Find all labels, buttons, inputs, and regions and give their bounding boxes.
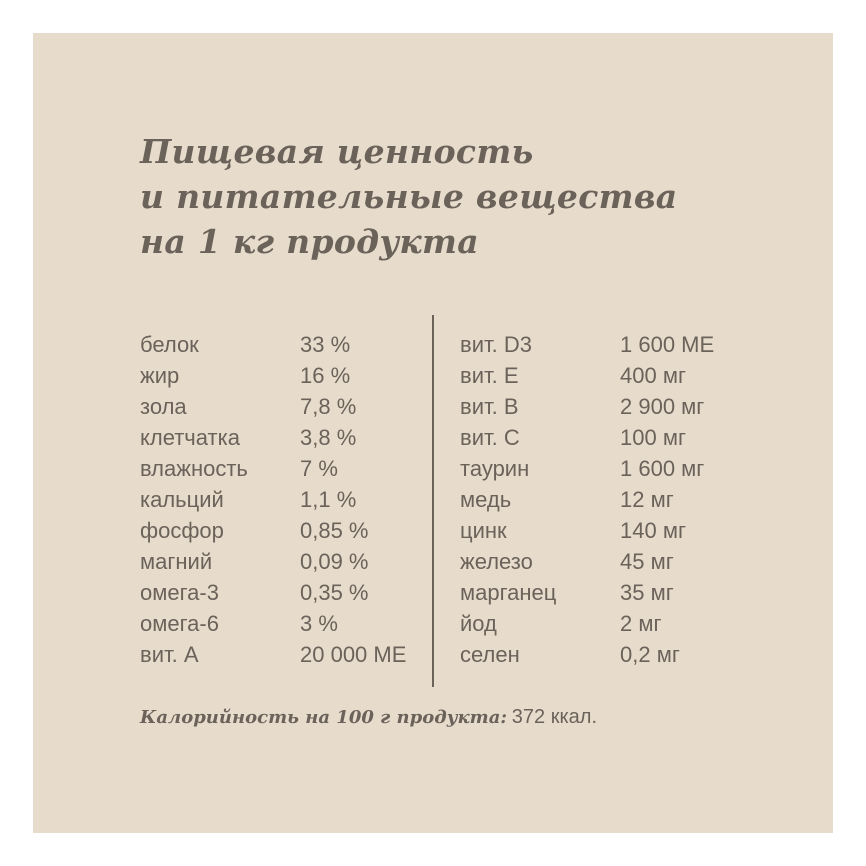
nutrient-value: 400 мг <box>620 363 686 388</box>
nutrient-name: фосфор <box>140 518 224 543</box>
nutrient-row <box>460 577 800 608</box>
nutrient-row <box>140 360 430 391</box>
nutrient-value: 1,1 % <box>300 487 357 512</box>
nutrient-value: 7,8 % <box>300 394 357 419</box>
nutrient-name: вит. В <box>460 394 519 419</box>
nutrient-row <box>460 484 800 515</box>
nutrient-name: цинк <box>460 518 507 543</box>
nutrient-value: 3 % <box>300 611 338 636</box>
calories-label: Калорийность на 100 г продукта: <box>140 707 508 728</box>
nutrient-row <box>140 546 430 577</box>
nutrient-value: 20 000 МЕ <box>300 642 407 667</box>
nutrient-name: омега-3 <box>140 580 219 605</box>
calories-line <box>140 704 597 731</box>
nutrient-name: клетчатка <box>140 425 240 450</box>
nutrient-name: вит. С <box>460 425 520 450</box>
nutrient-name: медь <box>460 487 512 512</box>
nutrient-row <box>140 515 430 546</box>
nutrient-value: 2 мг <box>620 611 662 636</box>
nutrient-value: 35 мг <box>620 580 674 605</box>
calories-value: 372 ккал. <box>511 706 597 728</box>
nutrient-value: 0,2 мг <box>620 642 680 667</box>
nutrient-name: железо <box>460 549 533 574</box>
nutrient-value: 0,85 % <box>300 518 369 543</box>
nutrient-value: 0,09 % <box>300 549 369 574</box>
nutrient-row <box>140 329 430 360</box>
nutrient-value: 45 мг <box>620 549 674 574</box>
column-divider <box>432 315 434 687</box>
nutrient-table-left <box>140 329 430 670</box>
nutrient-row <box>140 639 430 670</box>
nutrient-row <box>460 608 800 639</box>
nutrient-value: 33 % <box>300 332 351 357</box>
title-line-3: на 1 кг продукта <box>140 222 479 261</box>
nutrient-row <box>460 360 800 391</box>
nutrient-value: 3,8 % <box>300 425 357 450</box>
nutrient-row <box>460 422 800 453</box>
nutrient-row <box>140 484 430 515</box>
nutrient-name: влажность <box>140 456 248 481</box>
nutrient-row <box>140 577 430 608</box>
nutrient-name: вит. А <box>140 642 199 667</box>
nutrient-value: 0,35 % <box>300 580 369 605</box>
nutrient-row <box>460 391 800 422</box>
nutrient-name: таурин <box>460 456 530 481</box>
nutrient-name: вит. D3 <box>460 332 532 357</box>
nutrient-name: селен <box>460 642 520 667</box>
title-line-2: и питательные вещества <box>140 177 678 216</box>
nutrient-value: 1 600 МЕ <box>620 332 715 357</box>
nutrient-name: марганец <box>460 580 557 605</box>
nutrition-card <box>33 33 833 833</box>
nutrient-name: кальций <box>140 487 224 512</box>
nutrient-row <box>460 515 800 546</box>
nutrient-row <box>460 639 800 670</box>
nutrient-name: зола <box>140 394 187 419</box>
nutrient-value: 100 мг <box>620 425 686 450</box>
nutrient-name: жир <box>140 363 180 388</box>
nutrient-value: 1 600 мг <box>620 456 705 481</box>
nutrient-row <box>140 391 430 422</box>
nutrient-table-right <box>460 329 800 670</box>
nutrient-value: 12 мг <box>620 487 674 512</box>
nutrient-name: йод <box>460 611 497 636</box>
nutrient-name: омега-6 <box>140 611 219 636</box>
nutrient-row <box>460 453 800 484</box>
nutrient-row <box>460 546 800 577</box>
nutrient-name: магний <box>140 549 213 574</box>
nutrient-row <box>140 608 430 639</box>
nutrient-row <box>140 453 430 484</box>
nutrient-value: 16 % <box>300 363 351 388</box>
nutrient-row <box>460 329 800 360</box>
nutrient-value: 140 мг <box>620 518 686 543</box>
nutrition-title <box>140 129 677 264</box>
nutrient-value: 7 % <box>300 456 338 481</box>
nutrient-name: вит. Е <box>460 363 519 388</box>
title-line-1: Пищевая ценность <box>140 132 534 171</box>
nutrient-name: белок <box>140 332 199 357</box>
nutrient-value: 2 900 мг <box>620 394 705 419</box>
nutrient-row <box>140 422 430 453</box>
